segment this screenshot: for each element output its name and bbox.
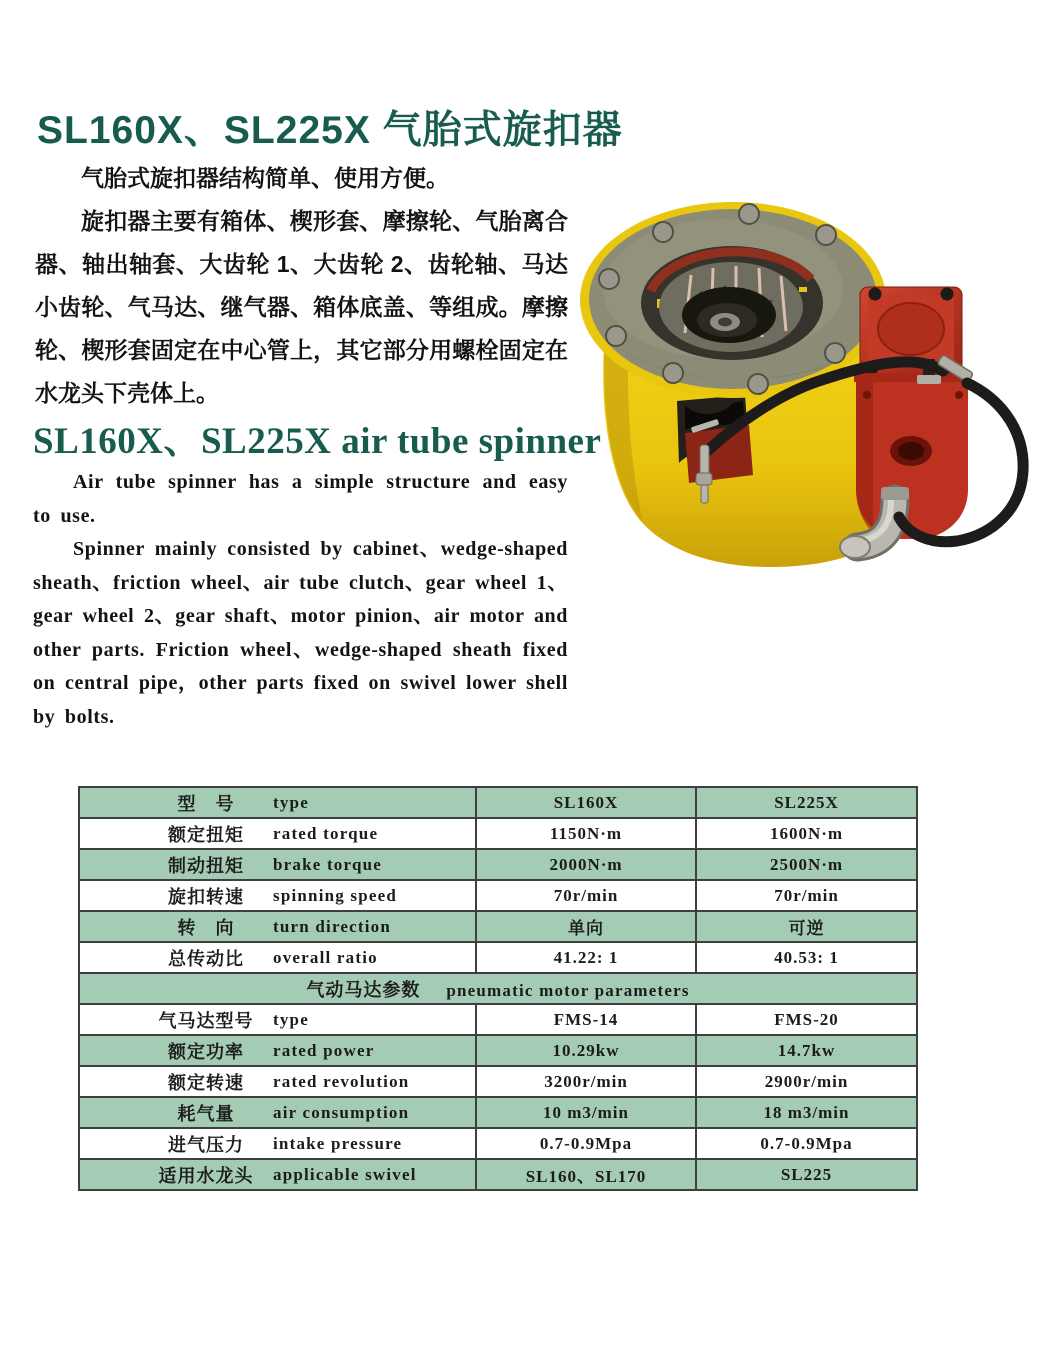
- table-section-row-pneumatic-motor: [79, 973, 917, 1004]
- row-value-sl225x: 2500N·m: [696, 849, 917, 880]
- page-title-zh: SL160X、SL225X 气胎式旋扣器: [37, 109, 623, 152]
- table-row-spinning-speed: [79, 880, 917, 911]
- row-label-zh: 转 向: [177, 917, 235, 938]
- row-value-sl160x: FMS-14: [476, 1004, 696, 1035]
- row-label-zh: 额定扭矩: [168, 824, 244, 845]
- section-label-zh: 气动马达参数: [306, 979, 421, 1000]
- table-row-rated-power: [79, 1035, 917, 1066]
- row-label-cell: [79, 1128, 476, 1159]
- row-value-sl160x: 10.29kw: [476, 1035, 696, 1066]
- table-row-rated-revolution: [79, 1066, 917, 1097]
- intro-en-paragraph-1: Air tube spinner has a simple structure and easy to use.: [33, 471, 568, 527]
- spec-table: [78, 786, 918, 1191]
- row-label-zh: 制动扭矩: [168, 855, 244, 876]
- table-row-overall-ratio: [79, 942, 917, 973]
- intro-zh-paragraph-2: 旋扣器主要有箱体、楔形套、摩擦轮、气胎离合器、轴出轴套、大齿轮 1、大齿轮 2、齿轮轴、马达小齿轮、气马达、继气器、箱体底盖、等组成。摩擦轮、楔形套固定在中心管上，其它部分用螺栓固定在水龙头下壳体上。: [35, 208, 568, 406]
- intro-en-paragraph-2: Spinner mainly consisted by cabinet、wedge-shaped sheath、friction wheel、air tube clutch、gear wheel 1、gear wheel 2、gear shaft、motor pinion、air motor and other parts. Friction wheel、wedge-shaped sheath fixed on central pipe，other parts fixed on swivel lower shell by bolts.: [33, 538, 568, 728]
- table-row-brake-torque: [79, 849, 917, 880]
- row-label-en: brake torque: [273, 854, 383, 874]
- row-label-en: type: [273, 792, 309, 812]
- row-value-sl160x: 3200r/min: [476, 1066, 696, 1097]
- row-label-zh: 耗气量: [177, 1103, 235, 1124]
- row-label-cell: [79, 1159, 476, 1190]
- row-value-sl225x: 2900r/min: [696, 1066, 917, 1097]
- intro-en: [33, 466, 568, 734]
- row-label-zh: 进气压力: [168, 1134, 244, 1155]
- air-motor: [854, 287, 968, 539]
- row-value-sl160x: SL160X: [476, 787, 696, 818]
- row-label-cell: [79, 1004, 476, 1035]
- row-value-sl225x: FMS-20: [696, 1004, 917, 1035]
- row-label-en: overall ratio: [273, 947, 378, 967]
- product-photo: [573, 183, 1045, 577]
- row-label-en: rated power: [273, 1040, 375, 1060]
- row-label-zh: 型 号: [177, 793, 235, 814]
- row-label-cell: [79, 818, 476, 849]
- table-row-rated-torque: [79, 818, 917, 849]
- row-value-sl225x: SL225X: [696, 787, 917, 818]
- row-value-sl225x: 可逆: [696, 911, 917, 942]
- row-label-cell: [79, 1097, 476, 1128]
- row-label-cell: [79, 880, 476, 911]
- row-label-zh: 旋扣转速: [168, 886, 244, 907]
- row-value-sl225x: 14.7kw: [696, 1035, 917, 1066]
- row-value-sl160x: 单向: [476, 911, 696, 942]
- row-value-sl160x: 2000N·m: [476, 849, 696, 880]
- row-value-sl225x: 1600N·m: [696, 818, 917, 849]
- table-row-air-consumption: [79, 1097, 917, 1128]
- intro-zh-paragraph-1: 气胎式旋扣器结构简单、使用方便。: [81, 165, 449, 191]
- row-value-sl160x: 1150N·m: [476, 818, 696, 849]
- row-value-sl225x: 18 m3/min: [696, 1097, 917, 1128]
- row-value-sl225x: 0.7-0.9Mpa: [696, 1128, 917, 1159]
- page-title-en: SL160X、SL225X air tube spinner: [33, 421, 602, 462]
- row-label-cell: [79, 849, 476, 880]
- row-label-zh: 额定转速: [168, 1072, 244, 1093]
- row-label-zh: 总传动比: [168, 948, 244, 969]
- row-label-zh: 适用水龙头: [158, 1165, 254, 1186]
- row-label-zh: 额定功率: [168, 1041, 244, 1062]
- row-value-sl160x: SL160、SL170: [476, 1159, 696, 1190]
- spinner-illustration: [573, 183, 1045, 577]
- table-row-intake-pressure: [79, 1128, 917, 1159]
- section-header-cell: [79, 973, 917, 1004]
- row-value-sl225x: 70r/min: [696, 880, 917, 911]
- row-label-en: turn direction: [273, 916, 392, 936]
- row-value-sl225x: 40.53: 1: [696, 942, 917, 973]
- clutch-opening: [641, 246, 823, 360]
- table-row-motor-type: [79, 1004, 917, 1035]
- row-label-zh: 气马达型号: [158, 1010, 254, 1031]
- row-value-sl225x: SL225: [696, 1159, 917, 1190]
- row-label-en: intake pressure: [273, 1133, 403, 1153]
- row-label-cell: [79, 1066, 476, 1097]
- row-label-en: rated revolution: [273, 1071, 410, 1091]
- row-value-sl160x: 70r/min: [476, 880, 696, 911]
- row-label-cell: [79, 911, 476, 942]
- row-label-cell: [79, 1035, 476, 1066]
- row-label-en: air consumption: [273, 1102, 410, 1122]
- row-label-cell: [79, 787, 476, 818]
- row-label-cell: [79, 942, 476, 973]
- row-value-sl160x: 41.22: 1: [476, 942, 696, 973]
- table-row-applicable-swivel: [79, 1159, 917, 1190]
- row-label-en: spinning speed: [273, 885, 398, 905]
- intro-zh: [35, 157, 568, 415]
- table-row-turn-direction: [79, 911, 917, 942]
- row-value-sl160x: 10 m3/min: [476, 1097, 696, 1128]
- row-label-en: type: [273, 1009, 309, 1029]
- table-row-type: [79, 787, 917, 818]
- row-label-en: rated torque: [273, 823, 379, 843]
- row-label-en: applicable swivel: [273, 1164, 417, 1184]
- row-value-sl160x: 0.7-0.9Mpa: [476, 1128, 696, 1159]
- section-label-en: pneumatic motor parameters: [446, 980, 690, 1000]
